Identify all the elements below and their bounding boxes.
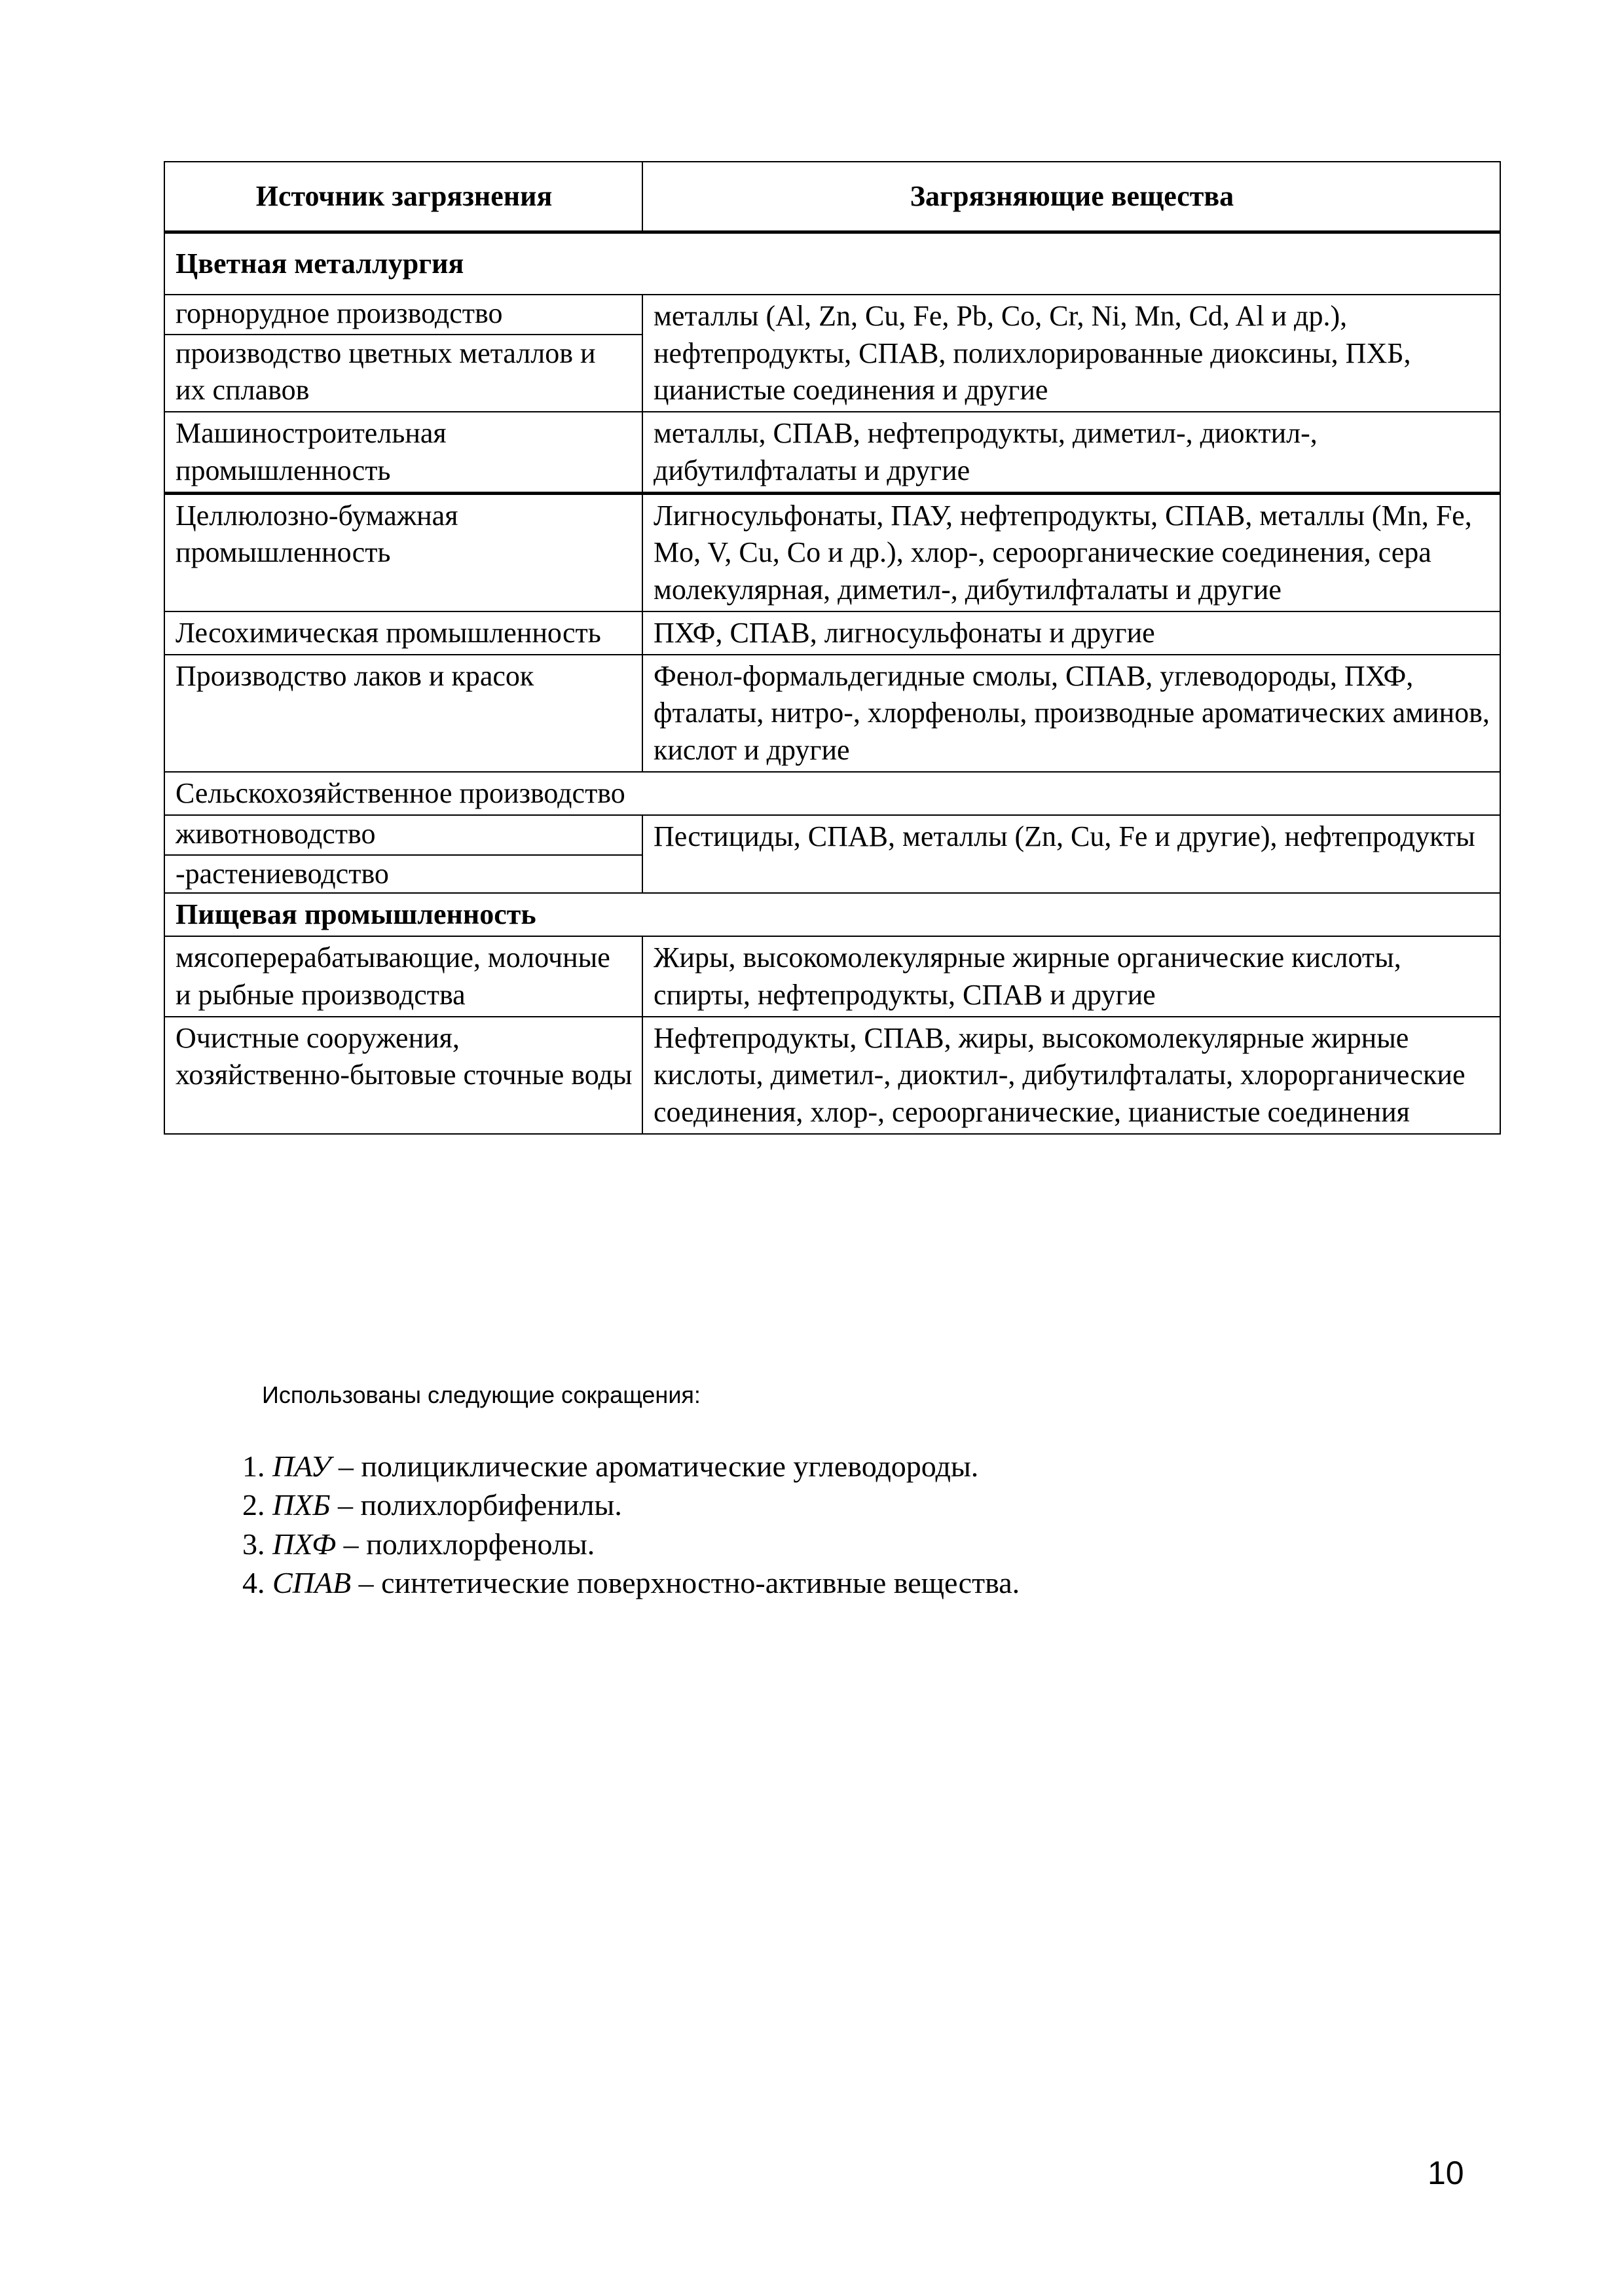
pollutants-cell: металлы, СПАВ, нефтепродукты, диметил-, диоктил-, дибутилфталаты и другие bbox=[642, 412, 1500, 493]
pollutants-cell: Нефтепродукты, СПАВ, жиры, высокомолекулярные жирные кислоты, диметил-, диоктил-, дибутилфталаты, хлорорганические соединения, хлор-, сероорганические, цианистые соединения bbox=[642, 1017, 1500, 1134]
source-livestock: животноводство bbox=[175, 818, 376, 850]
section-row bbox=[164, 232, 1500, 295]
source-cell: Производство лаков и красок bbox=[164, 655, 642, 772]
source-cell bbox=[164, 815, 642, 893]
table-row bbox=[164, 611, 1500, 655]
source-cell: Лесохимическая промышленность bbox=[164, 611, 642, 655]
item-abbreviation: СПАВ bbox=[272, 1565, 352, 1599]
list-item bbox=[242, 1447, 1020, 1485]
section-food-industry: Пищевая промышленность bbox=[164, 893, 1500, 936]
source-mining: горнорудное производство bbox=[175, 297, 503, 330]
source-cell: Машиностроительная промышленность bbox=[164, 412, 642, 493]
list-item bbox=[242, 1485, 1020, 1524]
section-agriculture: Сельскохозяйственное производство bbox=[164, 772, 1500, 815]
section-row bbox=[164, 893, 1500, 936]
source-nonferrous-production: производство цветных металлов и их сплавов bbox=[165, 334, 642, 409]
source-crop-farming: -растениеводство bbox=[165, 854, 642, 892]
table-header-row bbox=[164, 162, 1500, 232]
source-cell bbox=[164, 295, 642, 412]
table-row bbox=[164, 493, 1500, 611]
list-item bbox=[242, 1563, 1020, 1602]
section-nonferrous-metallurgy: Цветная металлургия bbox=[164, 232, 1500, 295]
pollutants-cell: Лигносульфонаты, ПАУ, нефтепродукты, СПАВ, металлы (Mn, Fe, Mo, V, Cu, Co и др.), хлор-, сероорганические соединения, сера молекулярная, диметил-, дибутилфталаты и другие bbox=[642, 493, 1500, 611]
pollutants-cell: Фенол-формальдегидные смолы, СПАВ, углеводороды, ПХФ, фталаты, нитро-, хлорфенолы, производные ароматических аминов, кислот и другие bbox=[642, 655, 1500, 772]
abbreviations-list bbox=[242, 1447, 1020, 1602]
pollutants-cell: металлы (Al, Zn, Cu, Fe, Pb, Co, Cr, Ni, Mn, Cd, Al и др.), нефтепродукты, СПАВ, полихлорированные диоксины, ПХБ, цианистые соединения и другие bbox=[642, 295, 1500, 412]
item-number: 4. bbox=[242, 1565, 272, 1599]
item-abbreviation: ПХБ bbox=[272, 1488, 331, 1522]
item-definition: – полихлорбифенилы. bbox=[330, 1488, 622, 1522]
table-row bbox=[164, 936, 1500, 1017]
item-definition: – синтетические поверхностно-активные вещества. bbox=[351, 1565, 1020, 1599]
table-row bbox=[164, 412, 1500, 493]
pollution-sources-table bbox=[164, 161, 1501, 1135]
page-number: 10 bbox=[1428, 2155, 1464, 2191]
section-row bbox=[164, 772, 1500, 815]
table-row bbox=[164, 815, 1500, 893]
item-number: 2. bbox=[242, 1488, 272, 1522]
item-abbreviation: ПАУ bbox=[272, 1449, 331, 1483]
list-item bbox=[242, 1525, 1020, 1563]
header-pollutants: Загрязняющие вещества bbox=[642, 162, 1500, 232]
table-row bbox=[164, 295, 1500, 412]
header-source: Источник загрязнения bbox=[164, 162, 642, 232]
source-cell: мясоперерабатывающие, молочные и рыбные производства bbox=[164, 936, 642, 1017]
pollutants-cell: ПХФ, СПАВ, лигносульфонаты и другие bbox=[642, 611, 1500, 655]
item-abbreviation: ПХФ bbox=[272, 1527, 337, 1561]
table-row bbox=[164, 655, 1500, 772]
table-row bbox=[164, 1017, 1500, 1134]
item-number: 3. bbox=[242, 1527, 272, 1561]
source-cell: Очистные сооружения, хозяйственно-бытовые сточные воды bbox=[164, 1017, 642, 1134]
pollutants-cell: Пестициды, СПАВ, металлы (Zn, Cu, Fe и другие), нефтепродукты bbox=[642, 815, 1500, 893]
item-number: 1. bbox=[242, 1449, 272, 1483]
item-definition: – полициклические ароматические углеводороды. bbox=[331, 1449, 979, 1483]
item-definition: – полихлорфенолы. bbox=[336, 1527, 595, 1561]
pollutants-cell: Жиры, высокомолекулярные жирные органические кислоты, спирты, нефтепродукты, СПАВ и другие bbox=[642, 936, 1500, 1017]
source-cell: Целлюлозно-бумажная промышленность bbox=[164, 493, 642, 611]
abbreviations-heading: Использованы следующие сокращения: bbox=[262, 1381, 701, 1408]
